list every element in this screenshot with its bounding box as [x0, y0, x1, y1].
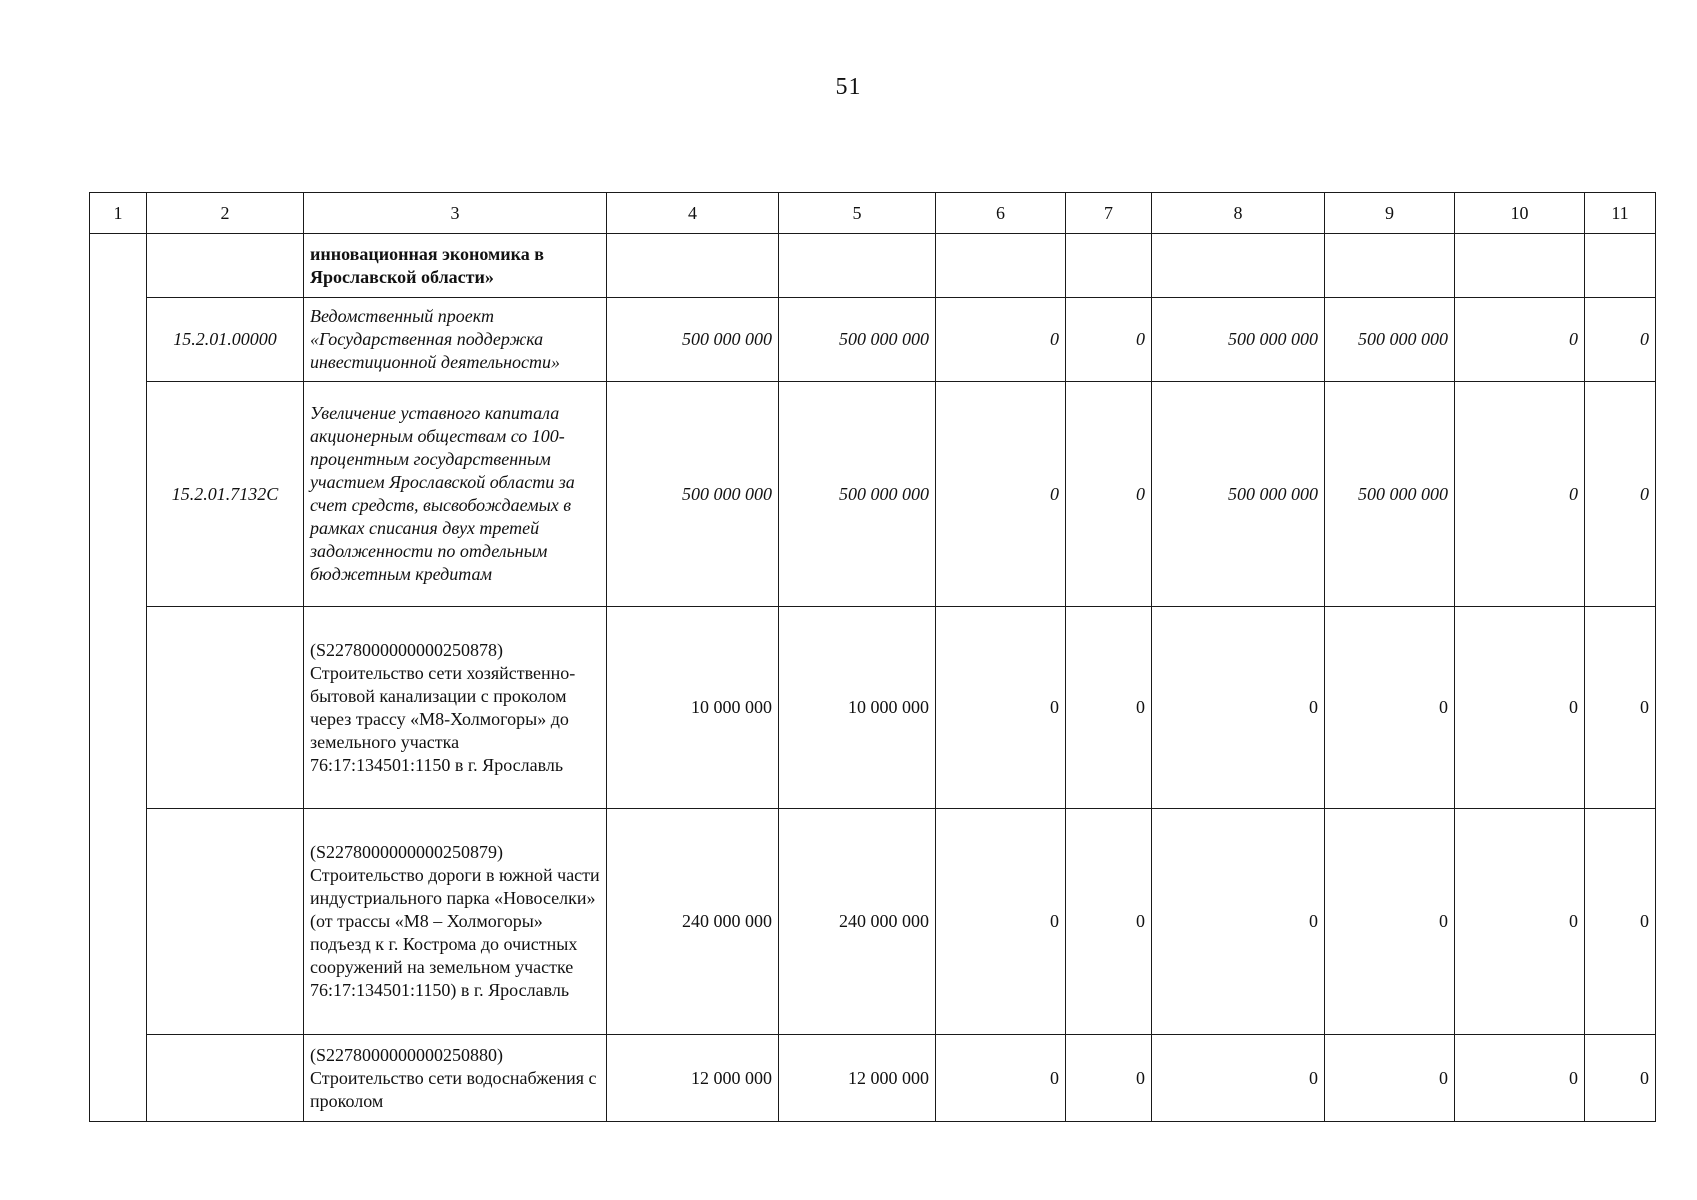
code-cell [147, 1035, 304, 1122]
value-cell: 0 [1152, 607, 1325, 809]
value-cell [1585, 234, 1656, 298]
name-cell: инновационная экономика в Ярославской области» [304, 234, 607, 298]
page-number: 51 [835, 74, 862, 100]
value-cell: 240 000 000 [607, 809, 779, 1035]
name-cell: (S2278000000000250878) Строительство сети хозяйственно-бытовой канализации с проколом через трассу «М8-Холмогоры» до земельного участка 76:17:134501:1150 в г. Ярославль [304, 607, 607, 809]
value-cell: 12 000 000 [607, 1035, 779, 1122]
name-cell: (S2278000000000250879) Строительство дороги в южной части индустриального парка «Новоселки» (от трассы «М8 – Холмогоры» подъезд к г. Кострома до очистных сооружений на земельном участке 76:17:134501:1150) в г. Ярославль [304, 809, 607, 1035]
value-cell: 0 [1455, 298, 1585, 382]
name-cell: (S2278000000000250880) Строительство сети водоснабжения с проколом [304, 1035, 607, 1122]
table-row [90, 298, 1656, 382]
value-cell: 0 [1152, 1035, 1325, 1122]
value-cell: 500 000 000 [607, 382, 779, 607]
value-cell: 0 [1152, 809, 1325, 1035]
value-cell: 0 [1325, 1035, 1455, 1122]
value-cell: 0 [1455, 382, 1585, 607]
column-number: 2 [147, 193, 304, 234]
name-cell: Увеличение уставного капитала акционерным обществам со 100-процентным государственным участием Ярославской области за счет средств, высвобождаемых в рамках списания двух третей задолженности по отдельным бюджетным кредитам [304, 382, 607, 607]
column-number: 8 [1152, 193, 1325, 234]
code-cell: 15.2.01.7132С [147, 382, 304, 607]
value-cell: 0 [1325, 607, 1455, 809]
value-cell: 0 [1455, 607, 1585, 809]
column-number: 5 [779, 193, 936, 234]
value-cell: 12 000 000 [779, 1035, 936, 1122]
table-header-row [90, 193, 1656, 234]
value-cell: 0 [1585, 1035, 1656, 1122]
value-cell: 10 000 000 [607, 607, 779, 809]
column-number: 7 [1066, 193, 1152, 234]
code-cell [147, 607, 304, 809]
budget-table [89, 192, 1656, 1122]
table-row [90, 382, 1656, 607]
value-cell: 0 [936, 382, 1066, 607]
column-number: 4 [607, 193, 779, 234]
value-cell: 0 [1066, 382, 1152, 607]
value-cell: 0 [1066, 298, 1152, 382]
value-cell: 500 000 000 [1152, 382, 1325, 607]
value-cell: 500 000 000 [779, 382, 936, 607]
value-cell: 0 [936, 809, 1066, 1035]
value-cell: 0 [1325, 809, 1455, 1035]
value-cell: 500 000 000 [779, 298, 936, 382]
column-number: 11 [1585, 193, 1656, 234]
value-cell: 0 [936, 1035, 1066, 1122]
value-cell [1325, 234, 1455, 298]
column-number: 6 [936, 193, 1066, 234]
row-index-cell [90, 234, 147, 1122]
value-cell: 0 [1585, 607, 1656, 809]
value-cell: 0 [1066, 1035, 1152, 1122]
value-cell: 500 000 000 [1325, 298, 1455, 382]
value-cell [936, 234, 1066, 298]
value-cell: 240 000 000 [779, 809, 936, 1035]
name-cell: Ведомственный проект «Государственная поддержка инвестиционной деятельности» [304, 298, 607, 382]
table-row [90, 1035, 1656, 1122]
value-cell: 0 [936, 607, 1066, 809]
value-cell: 0 [1585, 382, 1656, 607]
column-number: 10 [1455, 193, 1585, 234]
value-cell: 500 000 000 [1325, 382, 1455, 607]
value-cell [607, 234, 779, 298]
value-cell: 0 [1585, 298, 1656, 382]
code-cell [147, 809, 304, 1035]
value-cell: 0 [1066, 809, 1152, 1035]
value-cell: 10 000 000 [779, 607, 936, 809]
value-cell: 0 [1066, 607, 1152, 809]
value-cell: 0 [1455, 1035, 1585, 1122]
code-cell [147, 234, 304, 298]
value-cell [1455, 234, 1585, 298]
table-row [90, 809, 1656, 1035]
value-cell: 0 [1585, 809, 1656, 1035]
value-cell [779, 234, 936, 298]
value-cell [1066, 234, 1152, 298]
value-cell: 0 [1455, 809, 1585, 1035]
column-number: 1 [90, 193, 147, 234]
value-cell: 500 000 000 [1152, 298, 1325, 382]
value-cell [1152, 234, 1325, 298]
table-row [90, 234, 1656, 298]
code-cell: 15.2.01.00000 [147, 298, 304, 382]
value-cell: 500 000 000 [607, 298, 779, 382]
table-row [90, 607, 1656, 809]
value-cell: 0 [936, 298, 1066, 382]
column-number: 9 [1325, 193, 1455, 234]
column-number: 3 [304, 193, 607, 234]
